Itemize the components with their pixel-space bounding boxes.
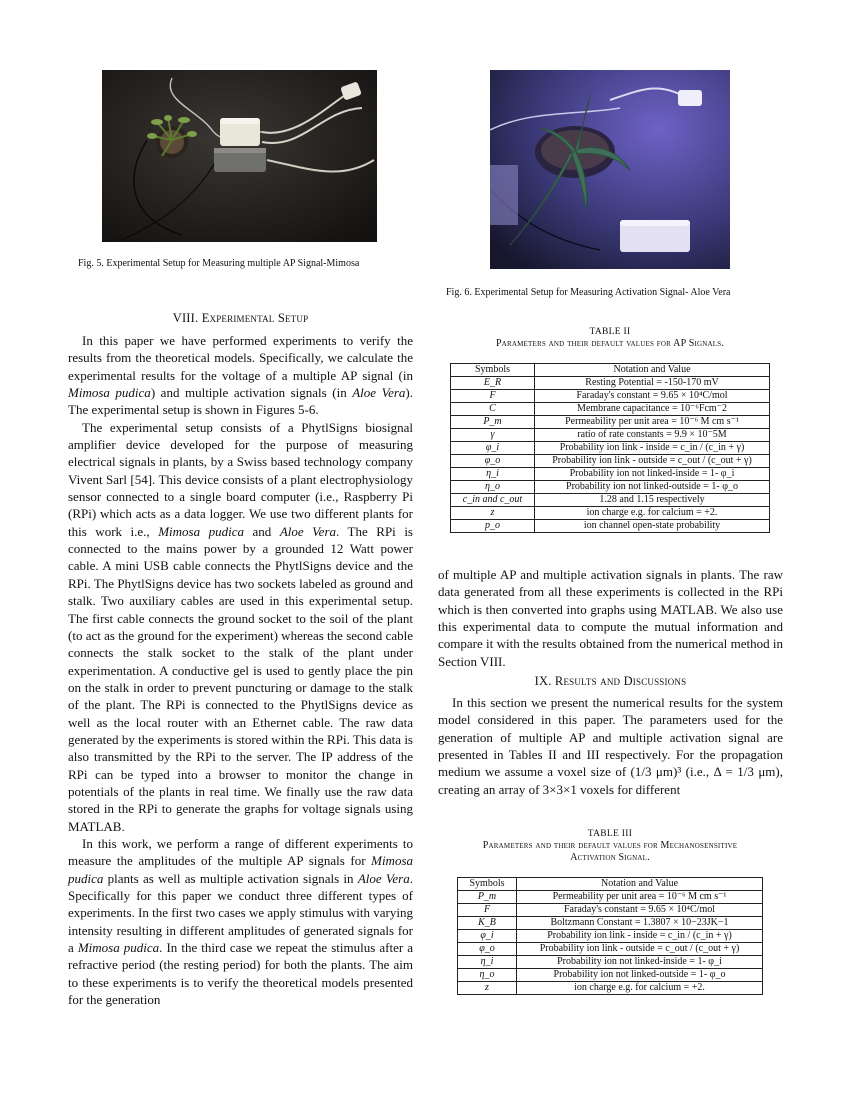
symbol-cell: P_m <box>458 891 517 904</box>
symbol-cell: η_i <box>458 956 517 969</box>
value-cell: ratio of rate constants = 9.9 × 10⁻5M <box>535 429 770 442</box>
figure-6-photo <box>490 70 730 269</box>
table-2-header-notation: Notation and Value <box>535 364 770 377</box>
symbol-cell: E_R <box>451 377 535 390</box>
table-3-caption <box>430 828 790 864</box>
table-row <box>451 468 770 481</box>
table-row <box>451 403 770 416</box>
value-cell: Probability ion not linked-outside = 1- φ_o <box>535 481 770 494</box>
symbol-cell: η_i <box>451 468 535 481</box>
symbol-cell: η_o <box>451 481 535 494</box>
table-row <box>451 494 770 507</box>
section-9-title: Results and Discussions <box>554 674 687 688</box>
table-2-caption <box>440 326 780 350</box>
table-3-label: TABLE III <box>587 829 633 839</box>
value-cell: Boltzmann Constant = 1.3807 × 10−23JK−1 <box>517 917 763 930</box>
symbol-cell: η_o <box>458 969 517 982</box>
table-row <box>451 507 770 520</box>
table-3-title-line1: Parameters and their default values for Mechanosensitive <box>482 840 738 851</box>
value-cell: Faraday's constant = 9.65 × 10⁴C/mol <box>517 904 763 917</box>
table-3-title-line2: Activation Signal. <box>570 852 650 863</box>
symbol-cell: z <box>451 507 535 520</box>
table-row <box>458 956 763 969</box>
symbol-cell: φ_i <box>451 442 535 455</box>
table-3 <box>457 877 763 995</box>
right-column-continuation <box>438 566 783 670</box>
table-row <box>451 442 770 455</box>
figure-5-caption: Fig. 5. Experimental Setup for Measuring multiple AP Signal-Mimosa <box>78 258 360 269</box>
section-9-heading <box>438 674 783 689</box>
table-row <box>451 390 770 403</box>
table-3-header-row <box>458 878 763 891</box>
symbol-cell: φ_o <box>458 943 517 956</box>
value-cell: 1.28 and 1.15 respectively <box>535 494 770 507</box>
paragraph-experiments: In this work, we perform a range of different experiments to measure the amplitudes of the multiple AP signals for Mimosa pudica plants as well as multiple activation signals in Aloe Vera. Specifically for this paper we conduct three different types of experiments. In the first two cases we apply stimulus with varying intensity resulting in different amplitudes of generated signals for a Mimosa pudica. In the third case we repeat the stimulus after a refractive period (the resting period) for both the plants. The aim to these experiments is to verify the theoretical models presented for the generation <box>68 835 413 1008</box>
table-3-header-symbols: Symbols <box>458 878 517 891</box>
table-2-label: TABLE II <box>589 327 631 337</box>
value-cell: ion charge e.g. for calcium = +2. <box>535 507 770 520</box>
table-row <box>451 377 770 390</box>
figure-6-caption: Fig. 6. Experimental Setup for Measuring Activation Signal- Aloe Vera <box>446 287 731 298</box>
section-8-number: VIII. <box>172 311 199 325</box>
value-cell: Probability ion not linked-inside = 1- φ_i <box>535 468 770 481</box>
value-cell: Probability ion link - outside = c_out / (c_out + γ) <box>535 455 770 468</box>
symbol-cell: p_o <box>451 520 535 533</box>
value-cell: Membrane capacitance = 10⁻⁶Fcm⁻2 <box>535 403 770 416</box>
symbol-cell: φ_i <box>458 930 517 943</box>
table-row <box>458 904 763 917</box>
figure-5-photo <box>102 70 377 242</box>
table-row <box>451 520 770 533</box>
table-row <box>451 455 770 468</box>
symbol-cell: C <box>451 403 535 416</box>
section-8-title: Experimental Setup <box>201 311 309 325</box>
value-cell: Resting Potential = -150-170 mV <box>535 377 770 390</box>
symbol-cell: F <box>451 390 535 403</box>
table-row <box>451 429 770 442</box>
value-cell: Probability ion not linked-inside = 1- φ_i <box>517 956 763 969</box>
value-cell: Permeability per unit area = 10⁻⁶ M cm s⁻¹ <box>535 416 770 429</box>
symbol-cell: P_m <box>451 416 535 429</box>
table-2-header-row <box>451 364 770 377</box>
value-cell: Permeability per unit area = 10⁻⁶ M cm s⁻¹ <box>517 891 763 904</box>
paragraph-continuation: of multiple AP and multiple activation signals in plants. The raw data generated from all these experiments is collected in the RPi which is then converted into graphs using MATLAB. We also use this experimental data to compute the mutual information and compare it with the results obtained from the numerical method in Section VIII. <box>438 567 783 669</box>
symbol-cell: φ_o <box>451 455 535 468</box>
left-column-text <box>68 332 413 1008</box>
table-3-header-notation: Notation and Value <box>517 878 763 891</box>
table-row <box>458 891 763 904</box>
table-row <box>451 481 770 494</box>
paragraph-results: In this section we present the numerical results for the system model considered in this paper. The parameters used for the generation of multiple AP and multiple activation signal are presented in Tables II and III respectively. For the propagation medium we assume a voxel size of (1/3 μm)³ (i.e., Δ = 1/3 μm), creating an array of 3×3×1 voxels for different <box>438 695 783 797</box>
symbol-cell: K_B <box>458 917 517 930</box>
table-row <box>458 982 763 995</box>
table-2-header-symbols: Symbols <box>451 364 535 377</box>
symbol-cell: F <box>458 904 517 917</box>
table-row <box>451 416 770 429</box>
table-row <box>458 969 763 982</box>
value-cell: ion channel open-state probability <box>535 520 770 533</box>
paragraph-setup: The experimental setup consists of a PhytlSigns biosignal amplifier device developed for the purpose of measuring electrical signals in plants, by a Swiss based technology company Vivent Sarl [54]. This device consists of a plant electrophysiology sensor connected to a single board computer (i.e., Raspberry Pi (RPi) which acts as a data logger. We use two different plants for this work i.e., Mimosa pudica and Aloe Vera. The RPi is connected to the mains power by a grounded 12 Watt power cable. A mini USB cable connects the PhytlSigns device and the RPi. The PhytlSigns device has two sockets labeled as ground and stalk. Two auxiliary cables are used in this experimental setup. The first cable connects the ground socket to the soil of the plant (to act as the ground for the experiment) whereas the second cable connects the stalk socket to the stalk of the plant under experimentation. A conductive gel is used to gently place the pin on the stalk in order to prevent puncturing or damage to the stalk of the plant. The RPi is connected to the PhytlSigns device as well as the local router with an Ethernet cable. The raw data generated by the experiments is stored within the RPi. This data is also transmitted by the RPi to the server. The IP address of the RPi can be typed into a browser to monitor the change in potentials of the plants in real time. We finally use the raw data stored in the RPi to generate the graphs for voltage signals using MATLAB. <box>68 419 413 834</box>
value-cell: Probability ion link - inside = c_in / (c_in + γ) <box>535 442 770 455</box>
table-2-title: Parameters and their default values for AP Signals. <box>495 338 725 349</box>
table-row <box>458 917 763 930</box>
symbol-cell: z <box>458 982 517 995</box>
section-9-text <box>438 694 783 798</box>
value-cell: ion charge e.g. for calcium = +2. <box>517 982 763 995</box>
table-row <box>458 930 763 943</box>
symbol-cell: γ <box>451 429 535 442</box>
section-9-number: IX. <box>534 674 552 688</box>
section-8-heading <box>68 311 413 326</box>
value-cell: Probability ion link - inside = c_in / (c_in + γ) <box>517 930 763 943</box>
value-cell: Probability ion link - outside = c_out / (c_out + γ) <box>517 943 763 956</box>
value-cell: Faraday's constant = 9.65 × 10⁴C/mol <box>535 390 770 403</box>
table-2 <box>450 363 770 533</box>
symbol-cell: c_in and c_out <box>451 494 535 507</box>
value-cell: Probability ion not linked-outside = 1- φ_o <box>517 969 763 982</box>
table-row <box>458 943 763 956</box>
paragraph-intro: In this paper we have performed experiments to verify the results from the theoretical models. Specifically, we calculate the experimental results for the voltage of a multiple AP signal (in Mimosa pudica) and multiple activation signals (in Aloe Vera). The experimental setup is shown in Figures 5-6. <box>68 333 413 418</box>
